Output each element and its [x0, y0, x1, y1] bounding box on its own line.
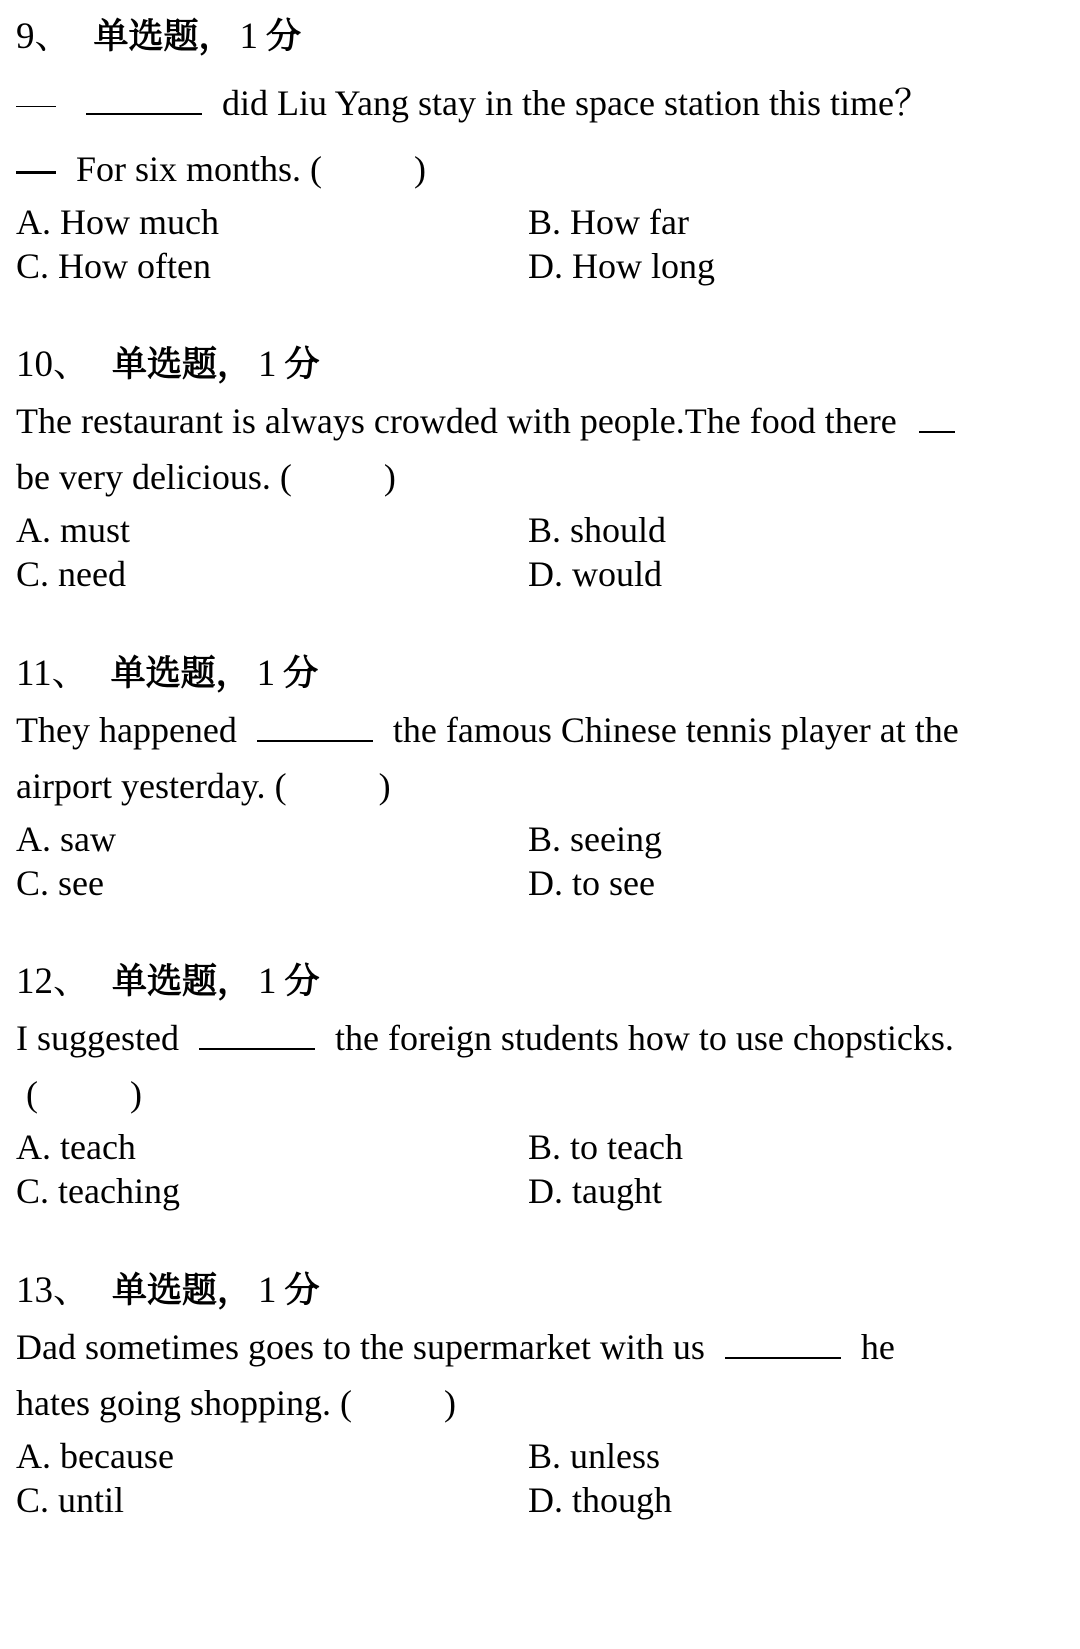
- question-number: 12、: [16, 961, 90, 1002]
- question-header: [16, 14, 301, 60]
- question-type: 单选题，: [110, 654, 251, 694]
- question-score: 1: [258, 1270, 277, 1311]
- option-c[interactable]: C. until: [16, 1480, 125, 1520]
- question-stem-line-2: [16, 763, 391, 809]
- answer-parentheses: ( ): [339, 1383, 456, 1423]
- question-stem-line-1: [16, 80, 930, 126]
- stem-text: the famous Chinese tennis player at the: [392, 710, 959, 750]
- question-header: [16, 1268, 320, 1314]
- question-number: 13、: [16, 1270, 90, 1311]
- question-score: 1: [258, 344, 277, 385]
- question-number: 10、: [16, 344, 90, 385]
- question-stem-line-2: [16, 1380, 456, 1426]
- question-stem-line-1: [16, 707, 959, 753]
- question-header: [16, 651, 318, 697]
- stem-text: I suggested: [16, 1018, 179, 1058]
- question-stem-line-2: [16, 146, 426, 192]
- stem-text: the foreign students how to use chopsticks.: [334, 1018, 954, 1058]
- option-c[interactable]: C. see: [16, 863, 104, 903]
- answer-parentheses: ( ): [310, 149, 427, 189]
- score-unit: 分: [283, 654, 319, 694]
- answer-parentheses: ( ): [279, 457, 396, 497]
- option-a[interactable]: A. must: [16, 510, 131, 550]
- answer-parentheses: ( ): [274, 766, 391, 806]
- stem-text: hates going shopping.: [16, 1383, 331, 1423]
- question-score: 1: [239, 16, 259, 57]
- dialogue-dash: [16, 171, 56, 174]
- option-c[interactable]: C. teaching: [16, 1171, 180, 1211]
- score-unit: 分: [284, 962, 320, 1002]
- question-stem-line-1: [16, 398, 955, 444]
- question-header: [16, 342, 320, 388]
- stem-text: The restaurant is always crowded with people.The food there: [16, 401, 897, 441]
- question-stem-line-1: [16, 1015, 954, 1061]
- answer-blank: [919, 401, 955, 433]
- answer-blank: [86, 83, 202, 115]
- question-type: 单选题，: [112, 1271, 253, 1311]
- option-b[interactable]: B. should: [528, 510, 667, 550]
- option-d[interactable]: D. taught: [528, 1171, 662, 1211]
- answer-blank: [257, 710, 373, 742]
- question-number: 9、: [16, 16, 72, 57]
- option-b[interactable]: B. unless: [528, 1436, 661, 1476]
- option-a[interactable]: A. because: [16, 1436, 174, 1476]
- option-d[interactable]: D. would: [528, 554, 662, 594]
- answer-blank: [199, 1018, 315, 1050]
- question-score: 1: [258, 961, 277, 1002]
- stem-text: For six months.: [76, 149, 302, 189]
- question-type: 单选题，: [112, 962, 253, 1002]
- question-type: 单选题，: [112, 345, 253, 385]
- question-header: [16, 959, 320, 1005]
- answer-blank: [725, 1327, 841, 1359]
- option-d[interactable]: D. though: [528, 1480, 672, 1520]
- stem-text: did Liu Yang stay in the space station this time？: [222, 83, 930, 123]
- stem-text: be very delicious.: [16, 457, 271, 497]
- option-b[interactable]: B. to teach: [528, 1127, 683, 1167]
- stem-text: They happened: [16, 710, 237, 750]
- option-a[interactable]: A. teach: [16, 1127, 136, 1167]
- option-c[interactable]: C. need: [16, 554, 126, 594]
- option-b[interactable]: B. How far: [528, 202, 689, 242]
- question-score: 1: [256, 653, 276, 694]
- option-a[interactable]: A. saw: [16, 819, 116, 859]
- dialogue-dash: [16, 106, 56, 107]
- score-unit: 分: [284, 1271, 320, 1311]
- option-d[interactable]: D. How long: [528, 246, 715, 286]
- stem-text: he: [860, 1327, 895, 1367]
- question-stem-line-2: [16, 454, 396, 500]
- stem-text: airport yesterday.: [16, 766, 266, 806]
- question-stem-line-1: [16, 1324, 895, 1370]
- stem-text: Dad sometimes goes to the supermarket with us: [16, 1327, 705, 1367]
- score-unit: 分: [266, 17, 302, 57]
- question-number: 11、: [16, 653, 89, 694]
- option-d[interactable]: D. to see: [528, 863, 655, 903]
- score-unit: 分: [284, 345, 320, 385]
- option-b[interactable]: B. seeing: [528, 819, 662, 859]
- question-stem-line-2: [16, 1071, 142, 1117]
- question-type: 单选题，: [93, 17, 234, 57]
- option-c[interactable]: C. How often: [16, 246, 211, 286]
- option-a[interactable]: A. How much: [16, 202, 219, 242]
- answer-parentheses: ( ): [26, 1074, 142, 1114]
